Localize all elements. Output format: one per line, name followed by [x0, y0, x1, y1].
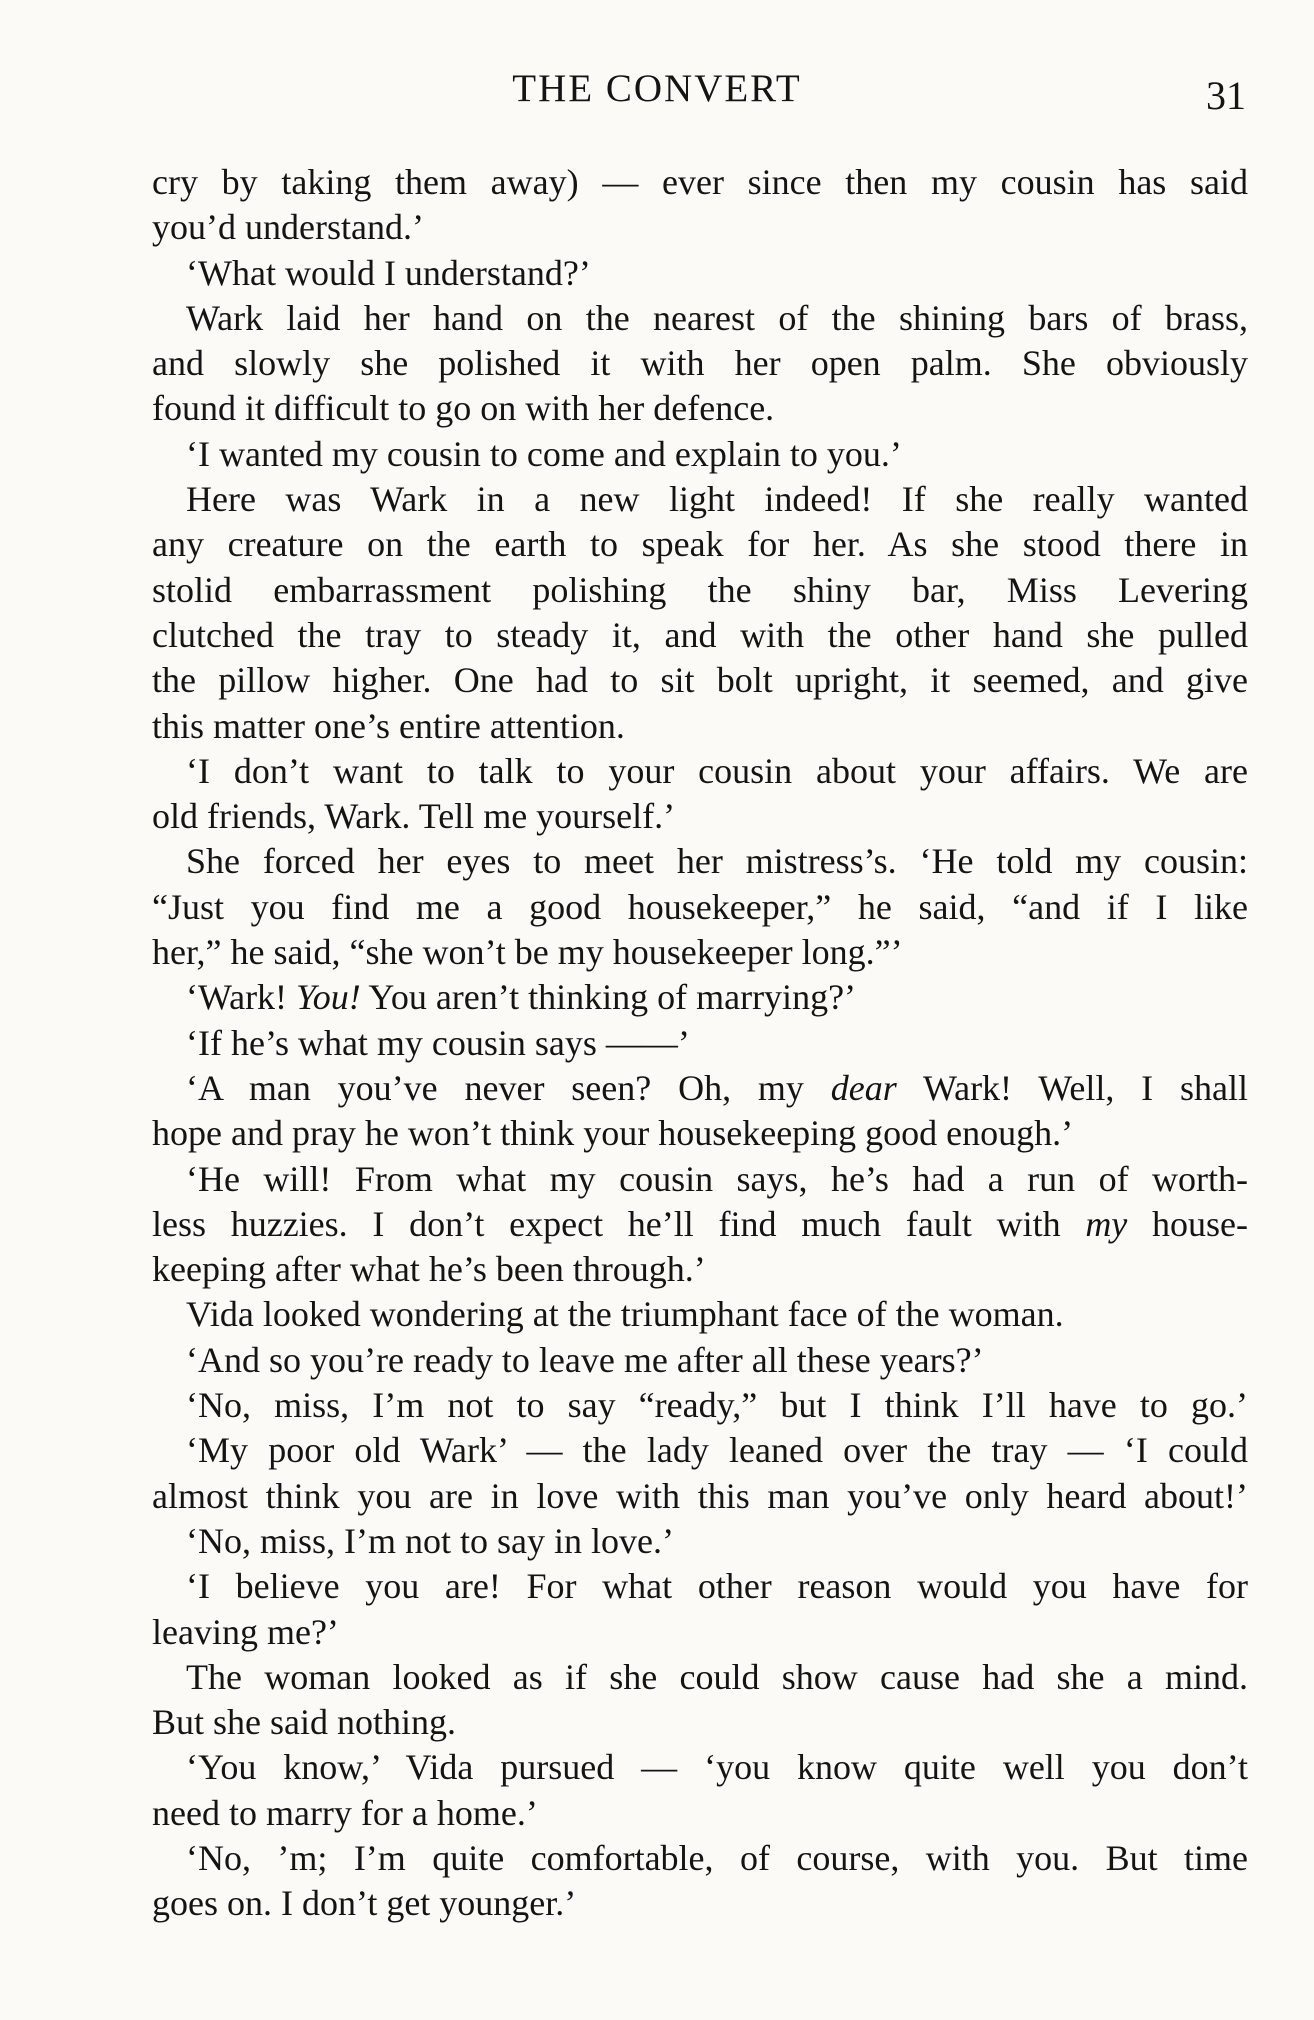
text-line: stolid embarrassment polishing the shiny bar, Miss Levering	[152, 569, 1248, 610]
text-line: cry by taking them away) — ever since then my cousin has said	[152, 162, 1248, 202]
text-line: any creature on the earth to speak for her. As she stood there in	[152, 524, 1248, 565]
page-number: 31	[1206, 73, 1246, 118]
text-line	[152, 1066, 1248, 1111]
text-line: ‘He will! From what my cousin says, he’s had a run of worth-	[186, 1158, 1248, 1199]
text-line: the pillow higher. One had to sit bolt upright, it seemed, and give	[152, 660, 1248, 701]
text-span: You aren’t thinking of marrying?’	[360, 977, 857, 1018]
text-line: keeping after what he’s been through.’	[152, 1249, 706, 1290]
text-line: But she said nothing.	[152, 1702, 456, 1743]
text-line: this matter one’s entire attention.	[152, 705, 625, 746]
text-line: ‘My poor old Wark’ — the lady leaned over the tray — ‘I could	[186, 1430, 1248, 1471]
text-line: The woman looked as if she could show cause had she a mind.	[186, 1656, 1248, 1697]
text-line: leaving me?’	[152, 1611, 339, 1652]
text-line: ‘No, miss, I’m not to say in love.’	[186, 1520, 674, 1561]
italic-word: You!	[296, 977, 361, 1018]
text-span: Wark! Well, I shall	[896, 1067, 1249, 1108]
text-line: you’d understand.’	[152, 207, 424, 248]
text-line: Vida looked wondering at the triumphant face of the woman.	[186, 1294, 1064, 1335]
text-line: need to marry for a home.’	[152, 1792, 538, 1833]
running-head	[0, 66, 1314, 116]
text-line	[152, 1202, 1248, 1247]
text-span: ‘A man you’ve never seen? Oh, my	[186, 1067, 831, 1108]
text-line: ‘And so you’re ready to leave me after all these years?’	[186, 1339, 984, 1380]
text-line: goes on. I don’t get younger.’	[152, 1883, 577, 1924]
italic-word: my	[1085, 1203, 1128, 1244]
text-line: old friends, Wark. Tell me yourself.’	[152, 796, 676, 837]
text-line: found it difficult to go on with her defence.	[152, 388, 775, 429]
text-line: She forced her eyes to meet her mistress’s. ‘He told my cousin:	[186, 841, 1248, 882]
text-line: ‘No, ’m; I’m quite comfortable, of course, with you. But time	[186, 1837, 1248, 1878]
chapter-title: THE CONVERT	[512, 67, 802, 110]
text-line: “Just you find me a good housekeeper,” he said, “and if I like	[152, 886, 1248, 927]
text-line: ‘You know,’ Vida pursued — ‘you know quite well you don’t	[186, 1747, 1248, 1788]
text-span: house-	[1127, 1203, 1248, 1244]
text-line: ‘What would I understand?’	[186, 252, 591, 293]
text-line: Here was Wark in a new light indeed! If she really wanted	[186, 479, 1248, 520]
body-text	[152, 160, 1248, 1927]
italic-word: dear	[830, 1067, 897, 1108]
text-line: Wark laid her hand on the nearest of the shining bars of brass,	[186, 297, 1248, 338]
text-line: ‘I believe you are! For what other reason would you have for	[186, 1566, 1248, 1607]
text-line: ‘If he’s what my cousin says ——’	[186, 1022, 690, 1063]
text-line: ‘No, miss, I’m not to say “ready,” but I think I’ll have to go.’	[186, 1385, 1248, 1426]
text-span: ‘Wark!	[186, 977, 297, 1018]
text-line: hope and pray he won’t think your housekeeping good enough.’	[152, 1113, 1074, 1154]
text-line	[152, 975, 1248, 1020]
text-line: and slowly she polished it with her open palm. She obviously	[152, 343, 1248, 384]
text-span: less huzzies. I don’t expect he’ll find much fault with	[152, 1203, 1086, 1244]
text-line: clutched the tray to steady it, and with the other hand she pulled	[152, 614, 1248, 655]
text-line: almost think you are in love with this man you’ve only heard about!’	[152, 1475, 1248, 1516]
text-line: her,” he said, “she won’t be my housekeeper long.”’	[152, 932, 903, 973]
text-line: ‘I wanted my cousin to come and explain to you.’	[186, 433, 902, 474]
text-line: ‘I don’t want to talk to your cousin about your affairs. We are	[186, 750, 1248, 791]
